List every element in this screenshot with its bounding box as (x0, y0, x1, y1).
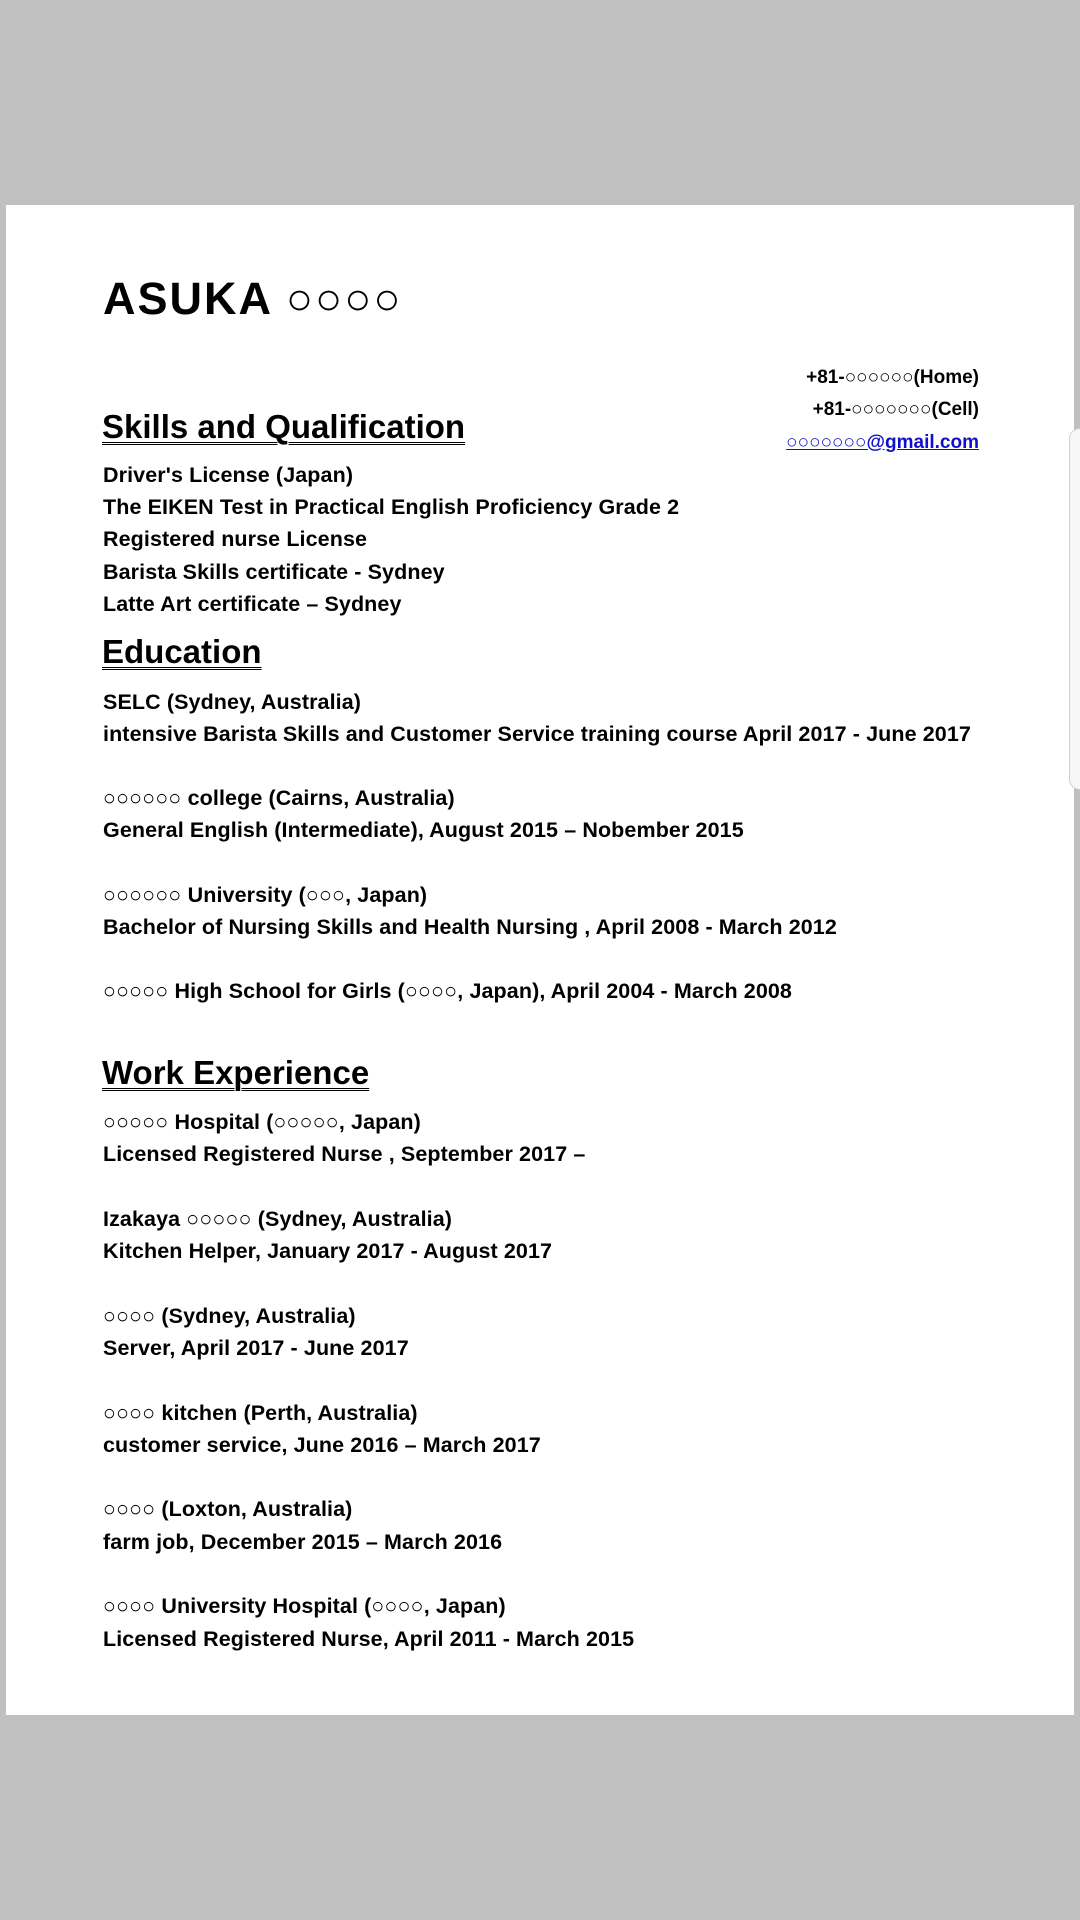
skill-item: Driver's License (Japan) (103, 463, 354, 487)
education-title: ○○○○○○ college (Cairns, Australia) (103, 786, 455, 810)
work-heading: Work Experience (102, 1054, 370, 1091)
education-detail: General English (Intermediate), August 2015 – Nobember 2015 (103, 818, 744, 842)
work-detail: Licensed Registered Nurse, April 2011 - March 2015 (103, 1627, 635, 1651)
home-phone: +81-○○○○○○(Home) (806, 367, 979, 388)
work-detail: farm job, December 2015 – March 2016 (103, 1530, 503, 1554)
work-title: ○○○○ (Sydney, Australia) (103, 1304, 356, 1328)
skill-item: Latte Art certificate – Sydney (103, 592, 402, 616)
cell-phone: +81-○○○○○○○(Cell) (812, 399, 979, 420)
work-title: ○○○○ kitchen (Perth, Australia) (103, 1401, 418, 1425)
work-title: ○○○○ University Hospital (○○○○, Japan) (103, 1594, 506, 1618)
skills-heading: Skills and Qualification (102, 408, 466, 445)
resume-name: ASUKA ○○○○ (103, 273, 403, 324)
work-title: Izakaya ○○○○○ (Sydney, Australia) (103, 1207, 453, 1231)
work-title: ○○○○○ Hospital (○○○○○, Japan) (103, 1110, 421, 1134)
education-title: ○○○○○ High School for Girls (○○○○, Japan), April 2004 - March 2008 (103, 979, 792, 1003)
education-detail: intensive Barista Skills and Customer Service training course April 2017 - June 2017 (103, 722, 971, 746)
education-title: ○○○○○○ University (○○○, Japan) (103, 883, 428, 907)
side-scroll-handle[interactable] (1069, 428, 1080, 790)
work-detail: customer service, June 2016 – March 2017 (103, 1433, 541, 1457)
resume-page (6, 205, 1074, 1715)
work-detail: Licensed Registered Nurse , September 2017 – (103, 1142, 586, 1166)
work-detail: Server, April 2017 - June 2017 (103, 1336, 409, 1360)
skill-item: Registered nurse License (103, 527, 368, 551)
education-title: SELC (Sydney, Australia) (103, 690, 362, 714)
education-heading: Education (102, 633, 262, 670)
work-detail: Kitchen Helper, January 2017 - August 2017 (103, 1239, 553, 1263)
skill-item: Barista Skills certificate - Sydney (103, 560, 445, 584)
skill-item: The EIKEN Test in Practical English Proficiency Grade 2 (103, 495, 680, 519)
email-link-wrapper (786, 432, 979, 454)
email-link[interactable]: ○○○○○○○@gmail.com (786, 432, 979, 453)
education-detail: Bachelor of Nursing Skills and Health Nursing , April 2008 - March 2012 (103, 915, 837, 939)
work-title: ○○○○ (Loxton, Australia) (103, 1497, 353, 1521)
